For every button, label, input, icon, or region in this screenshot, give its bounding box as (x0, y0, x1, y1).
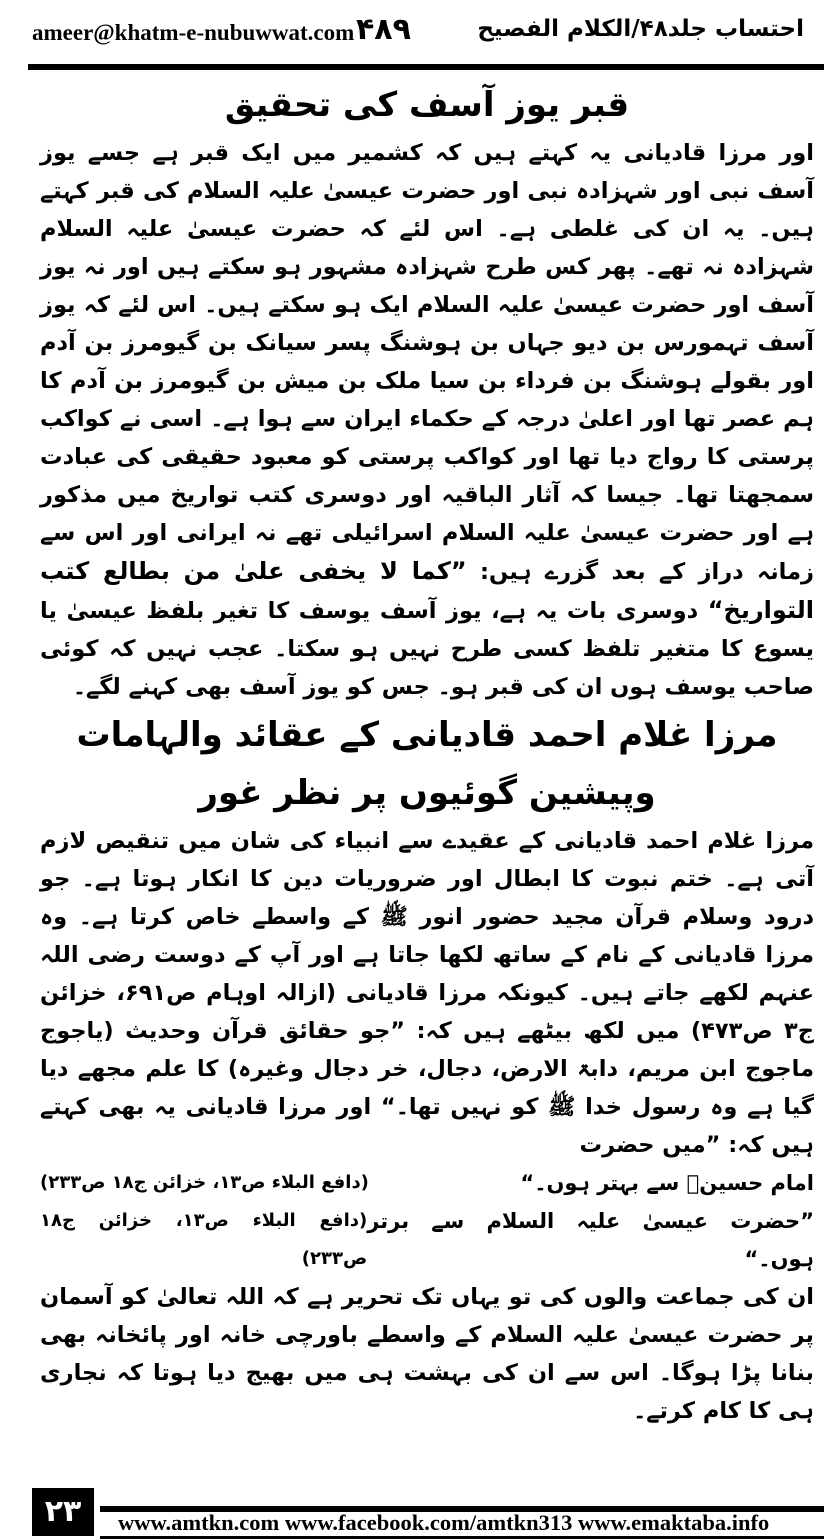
footer-urls: www.amtkn.com www.facebook.com/amtkn313 www.emaktaba.info (118, 1510, 770, 1535)
section-heading-aqaid: مرزا غلام احمد قادیانی کے عقائد والہامات وپیشین گوئیوں پر نظر غور (76, 715, 778, 813)
volume-badge: ۲۳ (32, 1488, 94, 1536)
paragraph-qabr-cont: دوسری بات یہ ہے، یوز آسف یوسف کا تغیر بلفظ عیسیٰ یا یسوع کا متغیر تلفظ کسی طرح نہیں ہو سکتا۔ عجب نہیں کہ کوئی صاحب یوسف ہوں ان کی قبر ہو۔ جس کو یوز آسف بھی کہنے لگے۔ (40, 598, 814, 700)
page-footer (0, 1486, 840, 1540)
quote-1-text: امام حسینؓ سے بہتر ہوں۔“ (520, 1171, 814, 1195)
section-heading-qabr: قبر یوز آسف کی تحقیق (224, 85, 630, 125)
book-title: احتساب جلد۴۸/الکلام الفصیح (477, 16, 804, 42)
page-number: ۴۸۹ (356, 12, 411, 47)
quote-line-2 (40, 1202, 814, 1278)
paragraph-aqaid-2: ان کی جماعت والوں کی تو یہاں تک تحریر ہے کہ اللہ تعالیٰ کو آسمان پر حضرت عیسیٰ علیہ السلام کے واسطے باورچی خانہ اور پائخانہ بھی بنانا پڑا ہوگا۔ اس سے ان کی بہشت ہی میں بھیج دیا ہوتا کہ نجاری ہی کا کام کرتے۔ (40, 1284, 814, 1424)
page-content (40, 76, 814, 1430)
footer-rule-bottom (100, 1536, 824, 1539)
header-email: ameer@khatm-e-nubuwwat.com (32, 20, 355, 45)
quote-line-1 (40, 1164, 814, 1202)
page-header (0, 0, 840, 66)
quote-2-text: ”حضرت عیسیٰ علیہ السلام سے برتر ہوں۔“ (367, 1209, 814, 1271)
paragraph-qabr-text: اور مرزا قادیانی یہ کہتے ہیں کہ کشمیر میں ایک قبر ہے جسے یوز آسف نبی اور شہزادہ نبی اور حضرت عیسیٰ علیہ السلام کی قبر کہتے ہیں۔ یہ ان کی غلطی ہے۔ اس لئے کہ حضرت عیسیٰ علیہ السلام شہزادہ نہ تھے۔ پھر کس طرح شہزادہ مشہور ہو سکتے ہیں اور نہ یوز آسف اور حضرت عیسیٰ علیہ السلام ایک ہو سکتے ہیں۔ اس لئے کہ یوز آسف تہمورس بن دیو جہاں بن ہوشنگ پسر سیانک بن گیومرز بن آدم اور بقولے ہوشنگ بن فرداء بن سیا ملک بن میش بن گیومرز بن آدم کا ہم عصر تھا اور اعلیٰ درجہ کے حکماء ایران سے ہوا ہے۔ اسی نے کواکب پرستی کا رواج دیا تھا اور کواکب پرستی کو معبود حقیقی کی عبادت سمجھتا تھا۔ جیسا کہ آثار الباقیہ اور دوسری کتب تواریخ میں مذکور ہے اور حضرت عیسیٰ علیہ السلام اسرائیلی تھے نہ ایرانی اور اس سے زمانہ دراز کے بعد گزرے ہیں: (40, 140, 814, 585)
paragraph-qabr (40, 134, 814, 706)
paragraph-aqaid-1: مرزا غلام احمد قادیانی کے عقیدے سے انبیاء کی شان میں تنقیص لازم آتی ہے۔ ختم نبوت کا ابطال اور ضروریات دین کا انکار ہوتا ہے۔ جو درود وسلام قرآن مجید حضور انور ﷺ کے واسطے خاص کرتا ہے۔ وہ مرزا قادیانی کے نام کے ساتھ لکھا جاتا ہے اور آپ کے دوست رضی اللہ عنہم لکھے جاتے ہیں۔ کیونکہ مرزا قادیانی (ازالہ اوہام ص۶۹۱، خزائن ج۳ ص۴۷۳) میں لکھ بیٹھے ہیں کہ: ”جو حقائق قرآن وحدیث (یاجوج ماجوج ابن مریم، دابۃ الارض، دجال، خر دجال وغیرہ) کا علم مجھے دیا گیا ہے وہ رسول خدا ﷺ کو نہیں تھا۔“ اور مرزا قادیانی یہ بھی کہتے ہیں کہ: ”میں حضرت (40, 828, 814, 1158)
header-rule (28, 64, 824, 70)
arabic-quote: ”کما لا یخفی علیٰ من بطالع کتب التواریخ“ (40, 557, 814, 624)
quote-1-reference: (دافع البلاء ص۱۳، خزائن ج۱۸ ص۲۳۳) (40, 1172, 369, 1193)
quote-2-reference: (دافع البلاء ص۱۳، خزائن ج۱۸ ص۲۳۳) (40, 1210, 368, 1269)
